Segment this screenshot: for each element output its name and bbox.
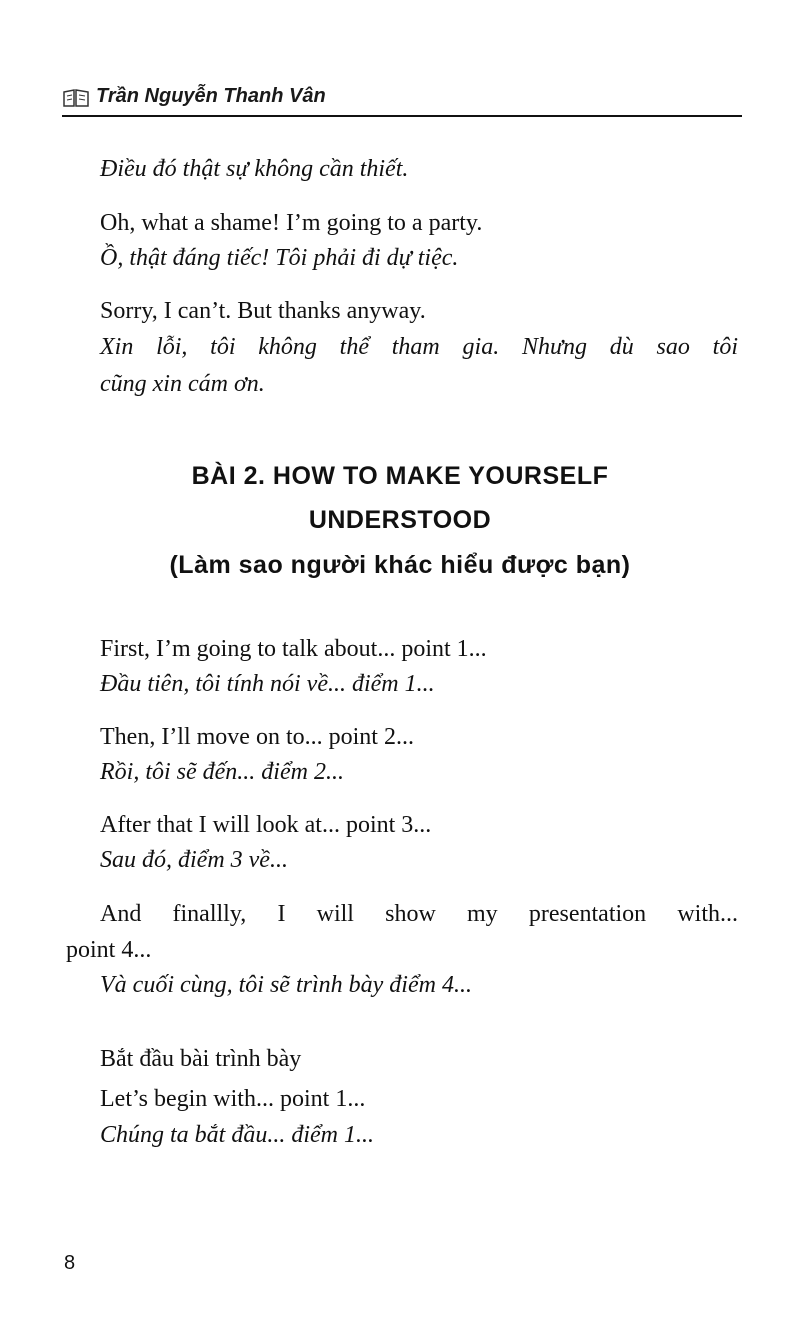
english-line: Then, I’ll move on to... point 2... [100, 724, 414, 750]
english-line: And finallly, I will show my presentation with... [100, 901, 738, 927]
translation-line: Điều đó thật sự không cần thiết. [100, 156, 409, 182]
translation-line: Đầu tiên, tôi tính nói về... điểm 1... [100, 671, 435, 697]
running-header [62, 82, 742, 112]
english-line: Oh, what a shame! I’m going to a party. [100, 210, 483, 236]
translation-line: Chúng ta bắt đầu... điểm 1... [100, 1122, 374, 1148]
translation-line: Ồ, thật đáng tiếc! Tôi phải đi dự tiệc. [100, 245, 459, 271]
translation-line: cũng xin cám ơn. [100, 371, 265, 397]
author-name: Trần Nguyễn Thanh Vân [96, 85, 326, 107]
translation-line: Xin lỗi, tôi không thể tham gia. Nhưng dù sao tôi [100, 334, 738, 360]
english-line: After that I will look at... point 3... [100, 812, 432, 838]
lesson-title: BÀI 2. HOW TO MAKE YOURSELF [191, 462, 609, 490]
translation-line: Sau đó, điểm 3 về... [100, 847, 288, 873]
english-line: Sorry, I can’t. But thanks anyway. [100, 298, 426, 324]
lesson-subtitle: (Làm sao người khác hiểu được bạn) [169, 551, 631, 579]
translation-line: Rồi, tôi sẽ đến... điểm 2... [100, 759, 344, 785]
translation-line: Và cuối cùng, tôi sẽ trình bày điểm 4... [100, 972, 472, 998]
header-divider [62, 115, 742, 117]
english-line-continued: point 4... [66, 937, 152, 963]
english-line: Let’s begin with... point 1... [100, 1086, 366, 1112]
page-number: 8 [64, 1252, 76, 1274]
english-line: First, I’m going to talk about... point 1... [100, 636, 487, 662]
book-ornament-icon [62, 88, 90, 108]
lesson-title-continued: UNDERSTOOD [308, 506, 492, 534]
section-label: Bắt đầu bài trình bày [100, 1046, 302, 1072]
